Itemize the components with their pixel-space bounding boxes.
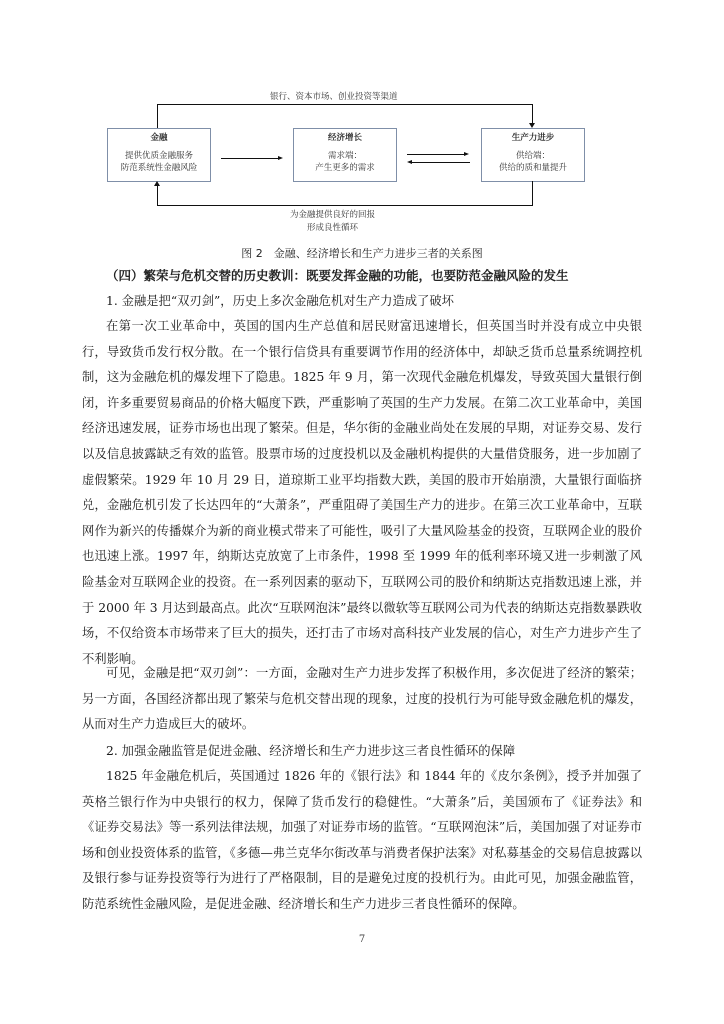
page-number: 7	[358, 934, 366, 945]
box-economic-growth: 经济增长 需求端： 产生更多的需求	[293, 128, 397, 182]
top-loop-line	[157, 104, 158, 128]
box-productivity-progress: 生产力进步 供给端： 供给的质和量提升	[481, 128, 585, 182]
arrow-up-icon	[154, 181, 160, 186]
paragraph-2: 可见，金融是把“双刃剑”：一方面，金融对生产力进步发挥了积极作用，多次促进了经济的繁荣；另一方面，各国经济都出现了繁荣与危机交替出现的现象，过度的投机行为可能导致金融危机的爆发，从而对生产力造成巨大的破坏。	[82, 666, 642, 732]
arrow-right-icon	[464, 152, 469, 156]
arrow-right-icon	[278, 156, 283, 160]
subheading-2: 2. 加强金融监管是促进金融、经济增长和生产力进步这三者良性循环的保障	[106, 744, 516, 758]
arrow-left-icon	[407, 160, 412, 164]
top-channel-label: 银行、资本市场、创业投资等渠道	[270, 92, 398, 102]
paragraph-3: 1825 年金融危机后，英国通过 1826 年的《银行法》和 1844 年的《皮尔条例》，授予并加强了英格兰银行作为中央银行的权力，保障了货币发行的稳健性。“大萧条”后，美国颁布了《证券法》和《证券交易法》等一系列法律法规，加强了对证券市场的监管。“互联网泡沫”后，美国加强了对证券市场和创业投资体系的监管，《多德—弗兰克华尔街改革与消费者保护法案》对私募基金的交易信息披露以及银行参与证券投资等行为进行了严格限制，目的是避免过度的投机行为。由此可见，加强金融监管，防范系统性金融风险，是促进金融、经济增长和生产力进步三者良性循环的保障。	[82, 769, 642, 911]
bottom-loop-line	[532, 181, 533, 206]
bidirectional-arrow-bottom	[412, 162, 470, 163]
figure-caption: 图 2 金融、经济增长和生产力进步三者的关系图	[241, 247, 483, 260]
relationship-diagram	[100, 85, 600, 235]
subheading-1: 1. 金融是把“双刃剑”，历史上多次金融危机对生产力造成了破坏	[106, 294, 454, 308]
feedback-label: 为金融提供良好的回报 形成良性循环	[290, 210, 376, 233]
arrow-right-line	[221, 158, 279, 159]
bidirectional-arrow-top	[407, 154, 465, 155]
box-finance: 金融 提供优质金融服务 防范系统性金融风险	[107, 128, 211, 182]
section-heading: （四）繁荣与危机交替的历史教训：既要发挥金融的功能，也要防范金融风险的发生	[106, 268, 569, 283]
paragraph-1: 在第一次工业革命中，英国的国内生产总值和居民财富迅速增长，但英国当时并没有成立中央银行，导致货币发行权分散。在一个银行信贷具有重要调节作用的经济体中，却缺乏货币总量系统调控机制，这为金融危机的爆发埋下了隐患。1825 年 9 月，第一次现代金融危机爆发，导致英国大量银行倒闭，许多重要贸易商品的价格大幅度下跌，严重影响了英国的生产力发展。在第二次工业革命中，美国经济迅速发展，证券市场也出现了繁荣。但是，华尔街的金融业尚处在发展的早期，对证券交易、发行以及信息披露缺乏有效的监管。股票市场的过度投机以及金融机构提供的大量借贷服务，进一步加剧了虚假繁荣。1929 年 10 月 29 日，道琼斯工业平均指数大跌，美国的股市开始崩溃，大量银行面临挤兑，金融危机引发了长达四年的“大萧条”，严重阻碍了美国生产力的进步。在第三次工业革命中，互联网作为新兴的传播媒介为新的商业模式带来了可能性，吸引了大量风险基金的投资，互联网企业的股价也迅速上涨。1997 年，纳斯达克放宽了上市条件，1998 至 1999 年的低利率环境又进一步刺激了风险基金对互联网企业的投资。在一系列因素的驱动下，互联网公司的股价和纳斯达克指数迅速上涨，并于 2000 年 3 月达到最高点。此次“互联网泡沫”最终以微软等互联网公司为代表的纳斯达克指数暴跌收场，不仅给资本市场带来了巨大的损失，还打击了市场对高科技产业发展的信心，对生产力进步产生了不利影响。	[82, 319, 642, 666]
